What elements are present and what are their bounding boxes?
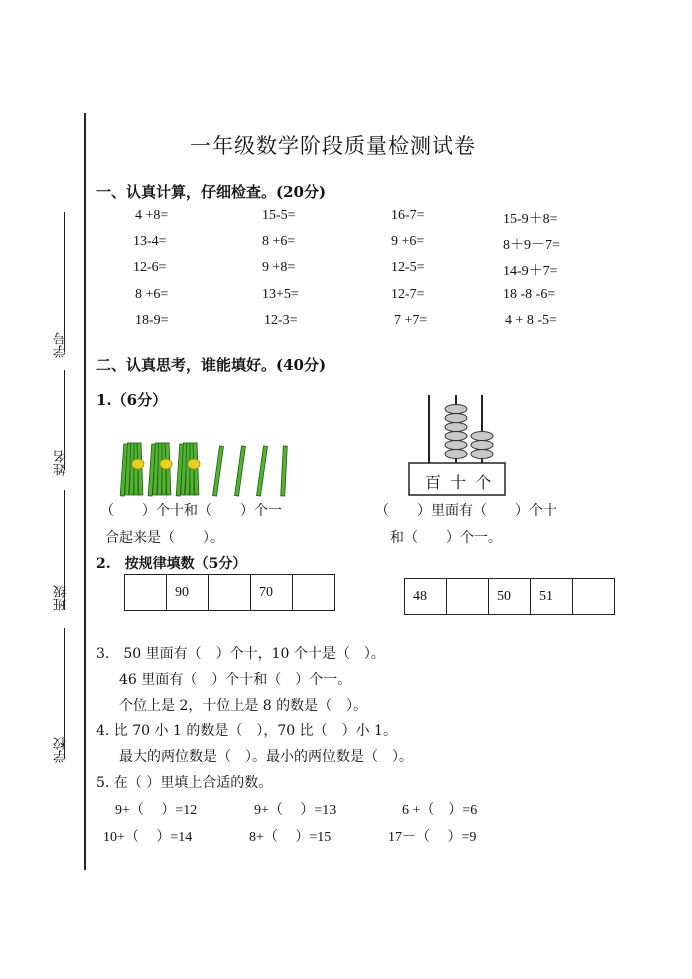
- sequence-cell[interactable]: [125, 575, 167, 611]
- calc-item: 4 +8=: [135, 208, 169, 223]
- q1-label: 1.（6分）: [96, 391, 168, 409]
- page-title: 一年级数学阶段质量检测试卷: [190, 134, 476, 158]
- q3-line3: 个位上是 2，十位上是 8 的数是（ ）。: [119, 698, 368, 714]
- calc-item: 12-6=: [133, 260, 167, 275]
- label-school: 学校: [54, 737, 69, 763]
- calc-item: 8＋9－7=: [503, 238, 560, 253]
- calc-item: 9 +6=: [391, 234, 425, 249]
- q1-left-line1: （ ）个十和（ ）个一: [100, 503, 282, 519]
- pattern-sequence-2: [404, 578, 615, 615]
- calc-item: 13+5=: [262, 287, 299, 302]
- abacus-label-ones: 个: [475, 473, 494, 492]
- sequence-cell[interactable]: [447, 579, 489, 615]
- bundle-of-ten: [120, 443, 143, 496]
- q2-label: 2. 按规律填数（5分）: [96, 556, 247, 572]
- q4-line1: 4. 比 70 小 1 的数是（ ），70 比（ ）小 1。: [96, 723, 397, 739]
- calc-item: 18-9=: [135, 313, 169, 328]
- calc-item: 15-9＋8=: [503, 212, 558, 227]
- calc-item: 8 +6=: [262, 234, 296, 249]
- calc-item: 12-3=: [264, 313, 298, 328]
- calc-item: 15-5=: [262, 208, 296, 223]
- sequence-cell: 90: [167, 575, 209, 611]
- sidebar-underline-number: [64, 212, 65, 352]
- calc-item: 4 + 8 -5=: [505, 313, 557, 328]
- abacus-labels: [425, 470, 493, 493]
- calc-item: 12-7=: [391, 287, 425, 302]
- q3-line2: 46 里面有（ ）个十和（ ）个一。: [119, 672, 352, 688]
- sequence-cell: 51: [531, 579, 573, 615]
- q5-item: 10+（ ）=14: [103, 830, 193, 845]
- q5-item: 8+（ ）=15: [249, 830, 332, 845]
- label-number: 学号: [54, 332, 69, 358]
- sequence-cell[interactable]: [573, 579, 615, 615]
- q4-line2: 最大的两位数是（ ）。最小的两位数是（ ）。: [119, 749, 413, 765]
- q5-item: 9+（ ）=12: [115, 803, 198, 818]
- binding-line: [84, 113, 86, 870]
- q5-item: 6 +（ ）=6: [402, 803, 478, 818]
- section1-heading: 一、认真计算，仔细检查。(20分): [96, 183, 327, 201]
- q3-line1: 3. 50 里面有（ ）个十，10 个十是（ ）。: [96, 646, 385, 662]
- sequence-cell[interactable]: [209, 575, 251, 611]
- pattern-sequence-1: [124, 574, 335, 611]
- sequence-cell[interactable]: [293, 575, 335, 611]
- sequence-cell: 70: [251, 575, 293, 611]
- calc-item: 18 -8 -6=: [503, 287, 556, 302]
- sequence-cell: 48: [405, 579, 447, 615]
- q5-item: 17－（ ）=9: [388, 830, 477, 845]
- q1-right-line1: （ ）里面有（ ）个十: [375, 503, 557, 519]
- calc-item: 7 +7=: [394, 313, 428, 328]
- abacus-label-tens: 十: [450, 473, 469, 492]
- bundle-of-ten: [148, 443, 171, 496]
- bundle-of-ten: [176, 443, 199, 496]
- sticks-bundle-illustration: [118, 440, 298, 498]
- q5-item: 9+（ ）=13: [254, 803, 337, 818]
- section2-heading: 二、认真思考，谁能填好。(40分): [96, 356, 327, 374]
- q1-right-line2: 和（ ）个一。: [390, 530, 502, 546]
- calc-item: 13-4=: [133, 234, 167, 249]
- label-class: 班级: [54, 585, 69, 611]
- label-name: 姓名: [54, 450, 69, 476]
- q5-line1: 5. 在（ ）里填上合适的数。: [96, 775, 273, 791]
- q1-left-line2: 合起来是（ ）。: [105, 530, 224, 546]
- calc-item: 14-9＋7=: [503, 264, 558, 279]
- calc-item: 12-5=: [391, 260, 425, 275]
- sequence-cell: 50: [489, 579, 531, 615]
- calc-item: 9 +8=: [262, 260, 296, 275]
- calc-item: 16-7=: [391, 208, 425, 223]
- abacus-label-hundreds: 百: [425, 473, 444, 492]
- calc-item: 8 +6=: [135, 287, 169, 302]
